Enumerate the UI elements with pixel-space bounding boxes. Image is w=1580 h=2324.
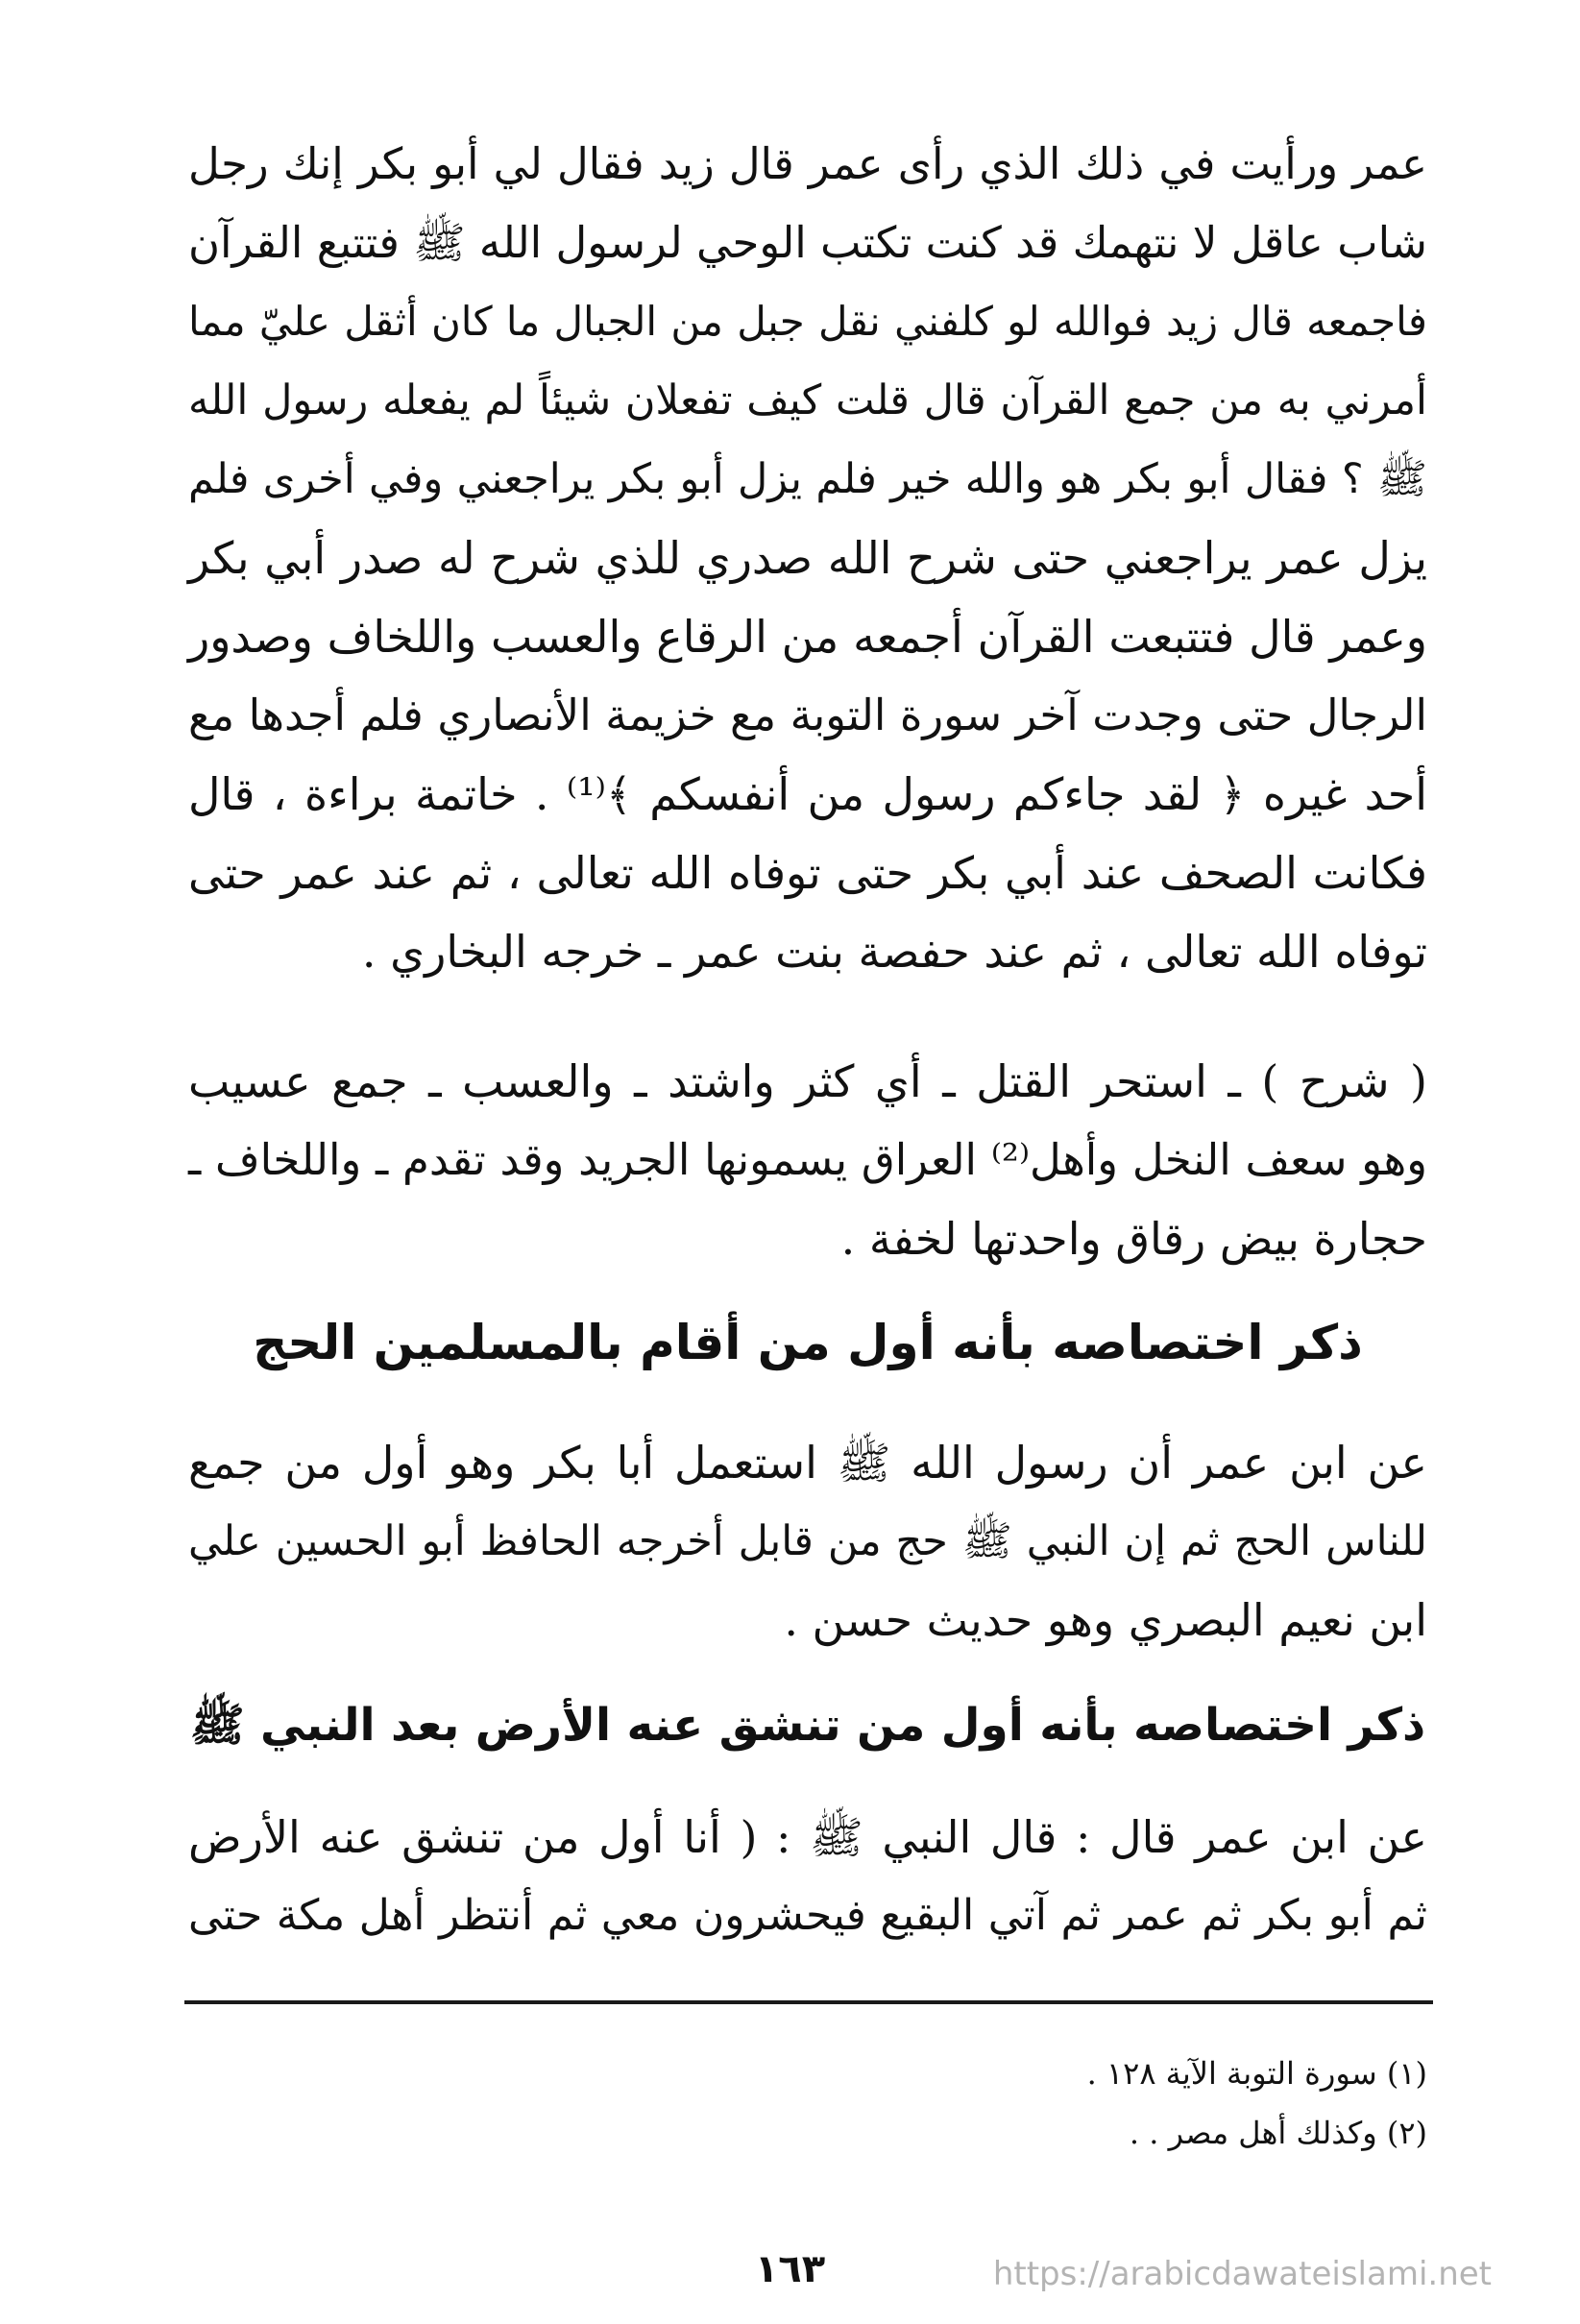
paragraph-line: أحد غيره ﴿ لقد جاءكم رسول من أنفسكم ﴾⁽¹⁾ . خاتمة براءة ، قال [188, 768, 1427, 820]
commentary-line: ( شرح ) ـ استحر القتل ـ أي كثر واشتد ـ والعسب ـ جمع عسيب [188, 1055, 1427, 1107]
paragraph-line: وعمر قال فتتبعت القرآن أجمعه من الرقاع والعسب واللخاف وصدور [188, 611, 1427, 663]
section-heading: ذكر اختصاصه بأنه أول من أقام بالمسلمين الحج [253, 1315, 1363, 1370]
page-number: ١٦٣ [754, 2247, 826, 2291]
paragraph-line: عمر ورأيت في ذلك الذي رأى عمر قال زيد فقال لي أبو بكر إنك رجل [188, 138, 1427, 189]
paragraph-line: الرجال حتى وجدت آخر سورة التوبة مع خزيمة الأنصاري فلم أجدها مع [188, 690, 1427, 740]
paragraph-line: أمرني به من جمع القرآن قال قلت كيف تفعلان شيئاً لم يفعله رسول الله [188, 376, 1427, 424]
commentary-paragraph [188, 1042, 1427, 1278]
section-line: عن ابن عمر قال : قال النبي ﷺ : ( أنا أول من تنشق عنه الأرض [188, 1811, 1427, 1863]
paragraph-line: فكانت الصحف عند أبي بكر حتى توفاه الله تعالى ، ثم عند عمر حتى [188, 847, 1427, 899]
main-paragraph [188, 125, 1427, 991]
commentary-line: وهو سعف النخل وأهل⁽²⁾ العراق يسمونها الجريد وقد تقدم ـ واللخاف ـ [188, 1134, 1428, 1185]
paragraph-line: فاجمعه قال زيد فوالله لو كلفني نقل جبل من الجبال ما كان أثقل عليّ مما [188, 298, 1427, 345]
paragraph-line: توفاه الله تعالى ، ثم عند حفصة بنت عمر ـ خرجه البخاري . [361, 926, 1427, 978]
footnotes [188, 2044, 1427, 2163]
watermark-url: https://arabicdawateislami.net [992, 2255, 1492, 2293]
section-paragraph [188, 1798, 1427, 1955]
footnote: (١) سورة التوبة الآية ١٢٨ . [1086, 2055, 1427, 2092]
section-line: للناس الحج ثم إن النبي ﷺ حج من قابل أخرجه الحافظ أبو الحسين علي [188, 1517, 1427, 1565]
section-heading: ذكر اختصاصه بأنه أول من تنشق عنه الأرض بعد النبي ﷺ [189, 1699, 1426, 1752]
section-line: ثم أبو بكر ثم عمر ثم آتي البقيع فيحشرون معي ثم أنتظر أهل مكة حتى [188, 1891, 1427, 1940]
footnote-divider [184, 2000, 1433, 2004]
paragraph-line: ﷺ ؟ فقال أبو بكر هو والله خير فلم يزل أبو بكر يراجعني وفي أخرى فلم [188, 455, 1427, 503]
commentary-line: حجارة بيض رقاق واحدتها لخفة . [840, 1213, 1427, 1265]
paragraph-line: شاب عاقل لا نتهمك قد كنت تكتب الوحي لرسول الله ﷺ فتتبع القرآن [188, 217, 1427, 268]
section-line: عن ابن عمر أن رسول الله ﷺ استعمل أبا بكر وهو أول من جمع [188, 1437, 1427, 1489]
section-paragraph [188, 1423, 1427, 1659]
footnote: (٢) وكذلك أهل مصر . . [1129, 2115, 1427, 2151]
section-line: ابن نعيم البصري وهو حديث حسن . [784, 1594, 1427, 1646]
paragraph-line: يزل عمر يراجعني حتى شرح الله صدري للذي شرح له صدر أبي بكر [188, 532, 1427, 584]
